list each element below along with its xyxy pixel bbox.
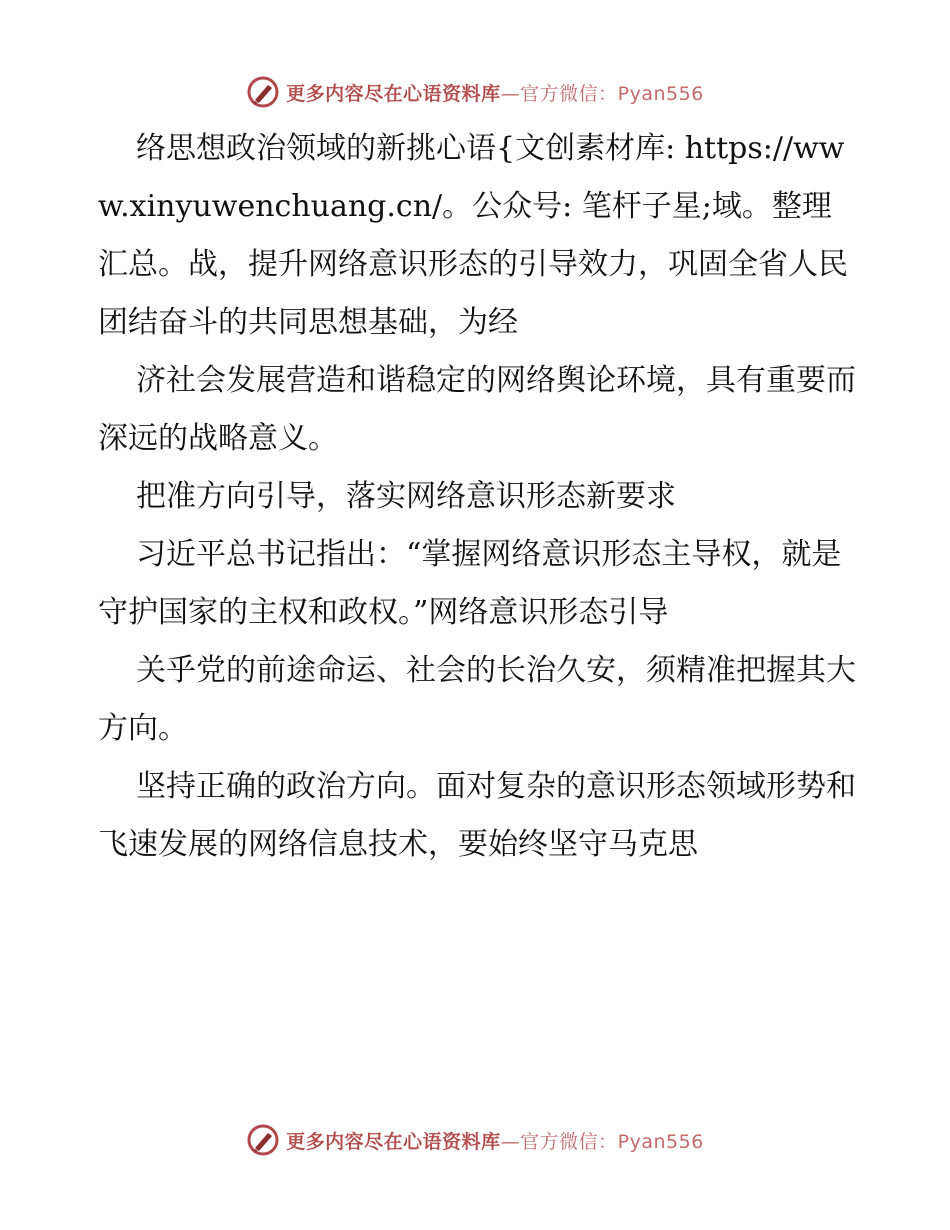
watermark-brand: 更多内容尽在心语资料库	[286, 82, 501, 105]
watermark-text	[286, 79, 704, 106]
watermark-brand: 更多内容尽在心语资料库	[286, 1130, 501, 1153]
watermark-account: 官方微信：Pyan556	[520, 1130, 704, 1153]
header-watermark	[0, 70, 950, 114]
watermark-separator: —	[500, 1130, 521, 1153]
paragraph-5: 关乎党的前途命运、社会的长治久安，须精准把握其大方向。	[98, 653, 856, 746]
paragraph-2: 济社会发展营造和谐稳定的网络舆论环境，具有重要而深远的战略意义。	[98, 363, 856, 456]
pen-logo-icon	[246, 75, 280, 109]
paragraph-3: 把准方向引导，落实网络意识形态新要求	[136, 479, 676, 514]
paragraph-6: 坚持正确的政治方向。面对复杂的意识形态领域形势和飞速发展的网络信息技术，要始终坚守马克思	[98, 769, 856, 862]
paragraph-1: 络思想政治领域的新挑心语{文创素材库: https://www.xinyuwenchuang.cn/。公众号: 笔杆子星;域。整理汇总。战，提升网络意识形态的引导效力，巩固全省人民团结奋斗的共同思想基础，为经	[98, 131, 848, 340]
document-body	[98, 120, 858, 874]
pen-logo-icon	[246, 1123, 280, 1157]
paragraph-4: 习近平总书记指出：“掌握网络意识形态主导权，就是守护国家的主权和政权。”网络意识形态引导	[98, 537, 842, 630]
watermark-account: 官方微信：Pyan556	[520, 82, 704, 105]
watermark-text	[286, 1127, 704, 1154]
footer-watermark	[0, 1118, 950, 1162]
watermark-separator: —	[500, 82, 521, 105]
